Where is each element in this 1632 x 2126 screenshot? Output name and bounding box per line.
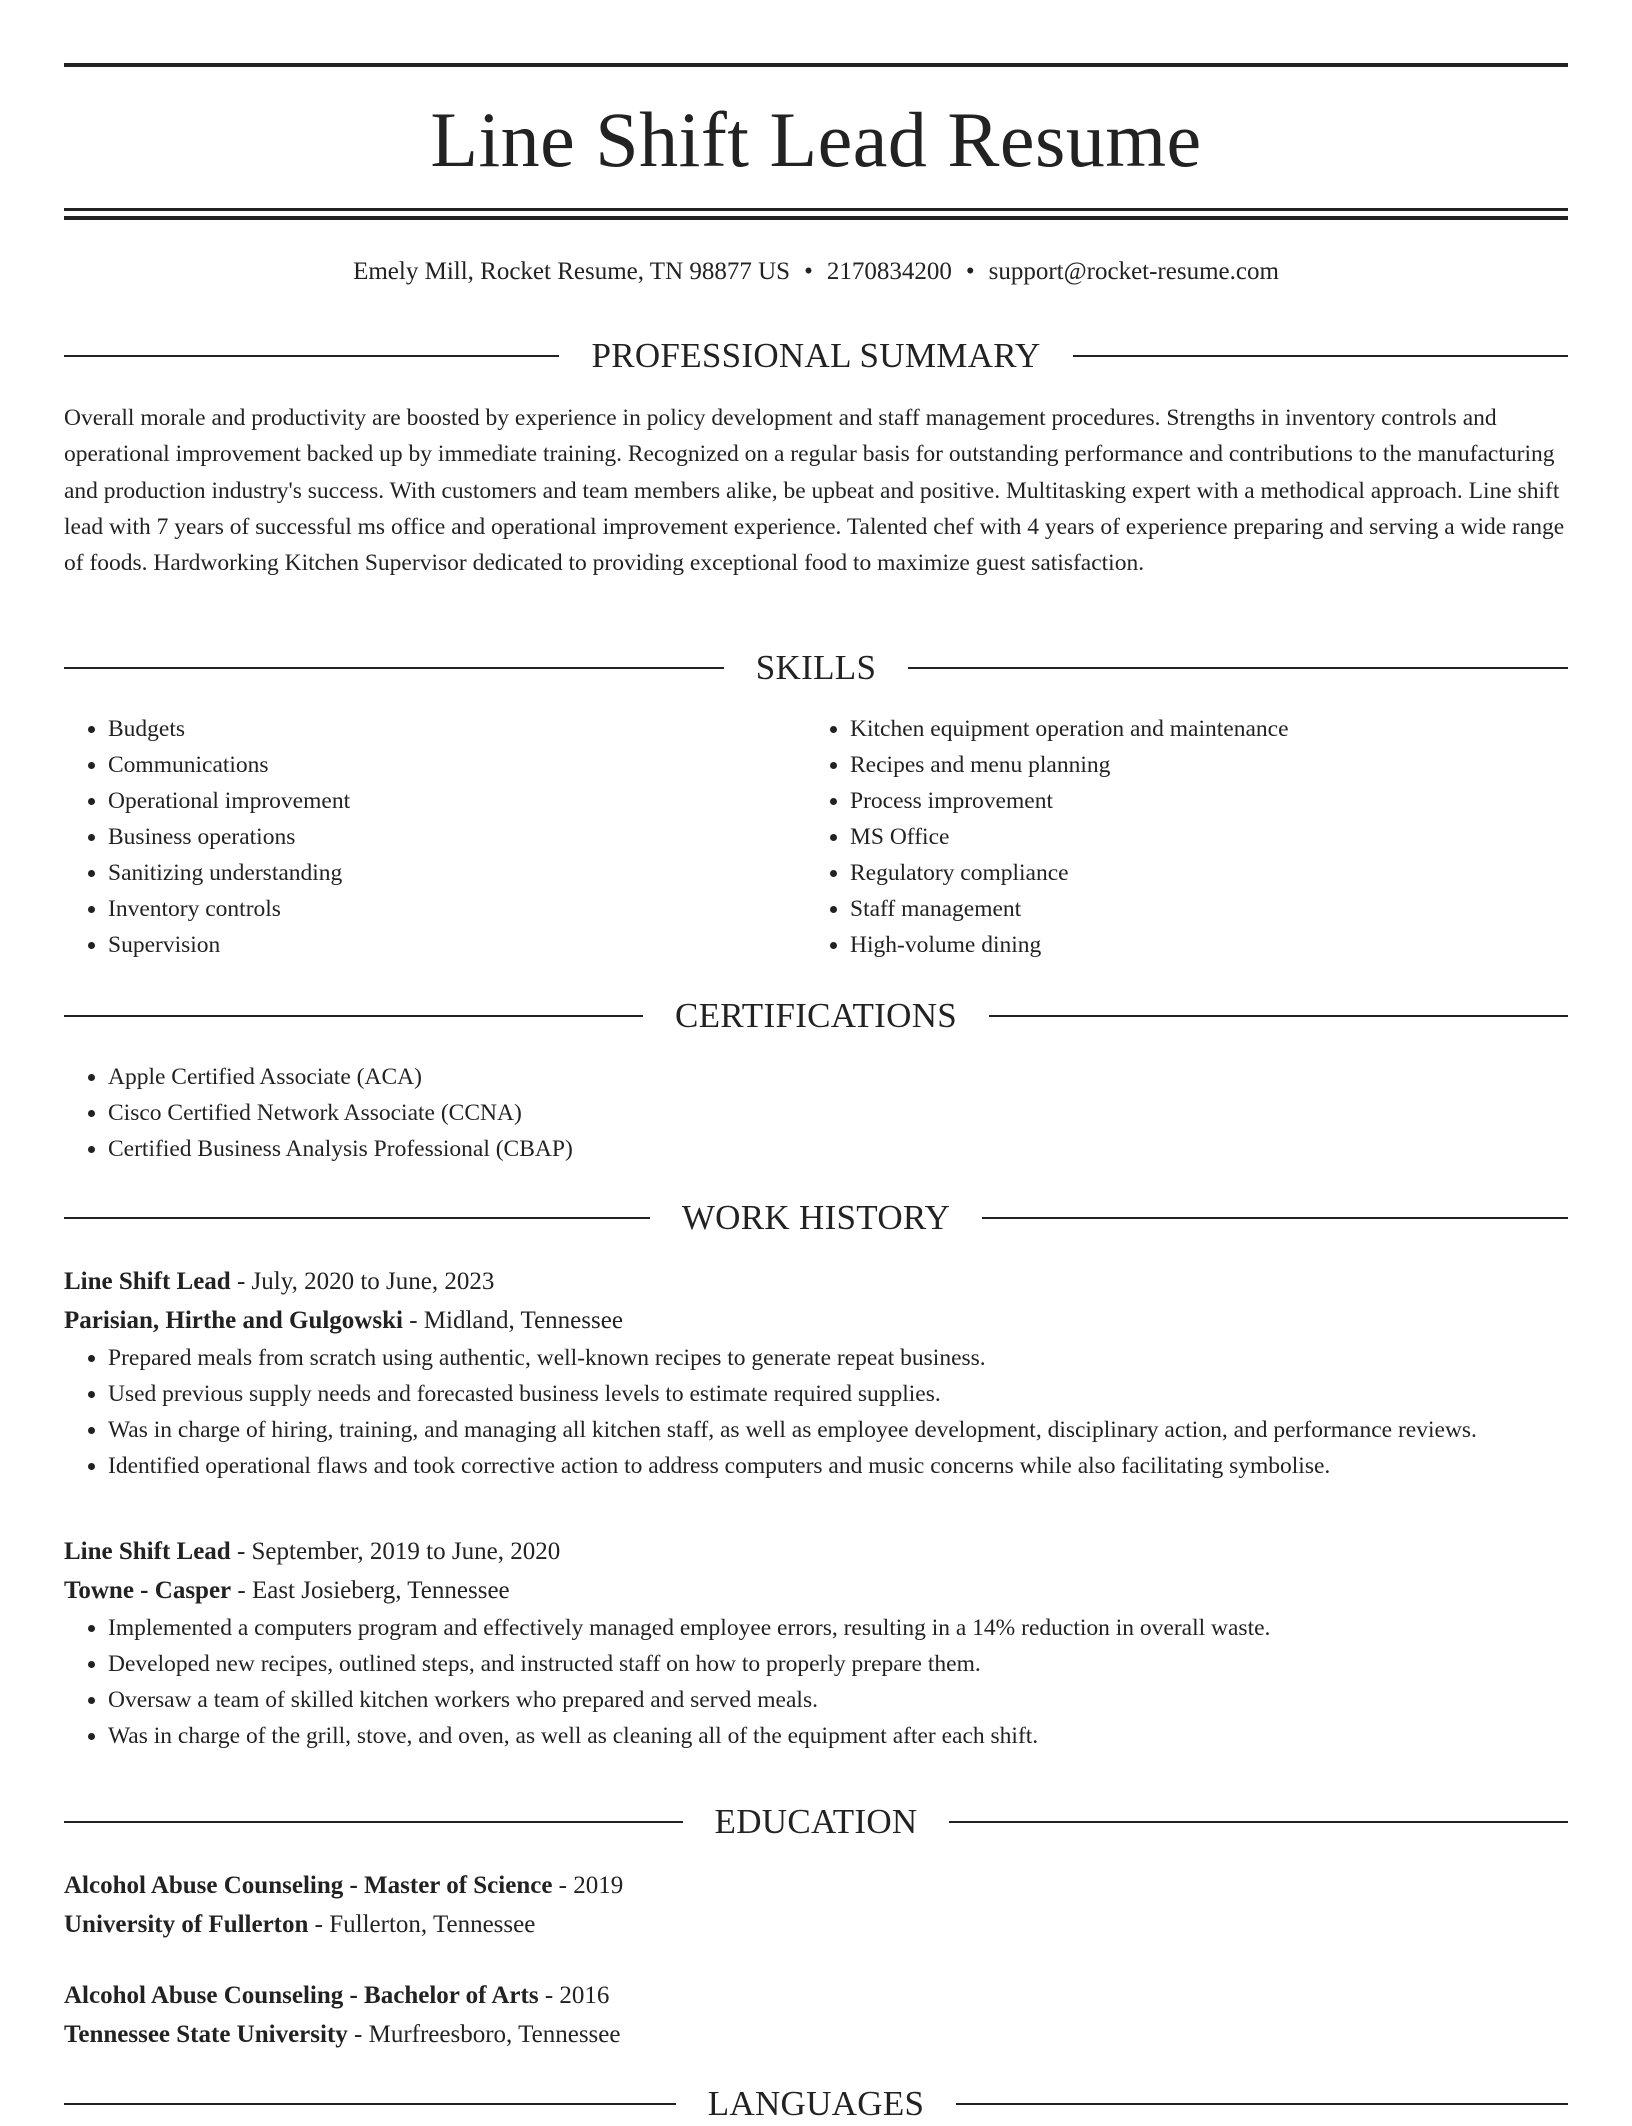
skill-item: • Recipes and menu planning <box>850 747 1568 783</box>
section-header-work-history <box>64 1196 1568 1240</box>
skills-column-left <box>64 711 804 963</box>
certification-item: • Apple Certified Associate (ACA) <box>108 1059 1568 1095</box>
job-title: Line Shift Lead <box>64 1538 231 1565</box>
job-company: Parisian, Hirthe and Gulgowski <box>64 1307 403 1334</box>
job-dates: - September, 2019 to June, 2020 <box>230 1538 561 1565</box>
skill-item: • Supervision <box>108 927 804 963</box>
section-rule <box>989 1015 1568 1017</box>
contact-phone: 2170834200 <box>826 258 952 285</box>
skill-item: • Process improvement <box>850 783 1568 819</box>
skill-item: • Sanitizing understanding <box>108 855 804 891</box>
section-header-skills <box>64 646 1568 690</box>
certifications-block <box>64 1059 1568 1167</box>
job-company: Towne - Casper <box>64 1577 232 1604</box>
education-school: University of Fullerton <box>64 1911 309 1938</box>
resume-title: Line Shift Lead Resume <box>430 96 1202 183</box>
job-title-line <box>64 1532 1568 1571</box>
education-school: Tennessee State University <box>64 2021 348 2048</box>
education-year: - 2016 <box>538 1982 610 2009</box>
job-entry <box>64 1532 1568 1754</box>
job-company-line <box>64 1301 1568 1340</box>
summary-text: Overall morale and productivity are boosted by experience in policy development and staff management procedures. Strengths in inventory controls and operational improvement backed up by immediate training. Recognized on a regular basis for outstanding performance and contributions to the manufacturing and production industry's success. With customers and team members alike, be upbeat and positive. Multitasking expert with a methodical approach. Line shift lead with 7 years of successful ms office and operational improvement experience. Talented chef with 4 years of experience preparing and serving a wide range of foods. Hardworking Kitchen Supervisor dedicated to providing exceptional food to maximize guest satisfaction. <box>64 405 1565 577</box>
education-entry <box>64 1976 1568 2054</box>
skills-list-left <box>64 711 804 963</box>
skill-item: • Regulatory compliance <box>850 855 1568 891</box>
contact-separator: • <box>965 258 975 285</box>
job-title: Line Shift Lead <box>64 1268 231 1295</box>
section-rule <box>982 1217 1568 1219</box>
skills-list-right <box>806 711 1568 963</box>
job-entry <box>64 1262 1568 1484</box>
education-entry <box>64 1866 1568 1944</box>
skill-item: • Inventory controls <box>108 891 804 927</box>
section-header-summary <box>64 334 1568 378</box>
skill-item: • Operational improvement <box>108 783 804 819</box>
contact-line <box>64 254 1568 290</box>
contact-email: support@rocket-resume.com <box>988 258 1279 285</box>
section-rule <box>64 1821 683 1823</box>
section-title: LANGUAGES <box>707 2084 925 2123</box>
section-header-languages <box>64 2082 1568 2126</box>
education-year: - 2019 <box>552 1872 624 1899</box>
contact-separator: • <box>804 258 813 285</box>
education-school-line <box>64 2015 1568 2054</box>
skill-item: • Kitchen equipment operation and maintenance <box>850 711 1568 747</box>
section-rule <box>956 2103 1568 2105</box>
skill-item: • Budgets <box>108 711 804 747</box>
skills-column-right <box>806 711 1568 963</box>
skill-item: • Business operations <box>108 819 804 855</box>
top-rule <box>64 63 1568 67</box>
job-dates: - July, 2020 to June, 2023 <box>230 1268 495 1295</box>
education-location: - Murfreesboro, Tennessee <box>347 2021 621 2048</box>
certifications-list <box>64 1059 1568 1167</box>
section-header-education <box>64 1800 1568 1844</box>
job-duties-list <box>64 1610 1568 1754</box>
section-title: PROFESSIONAL SUMMARY <box>591 336 1041 375</box>
education-location: - Fullerton, Tennessee <box>308 1911 536 1938</box>
job-duty-item: • Prepared meals from scratch using authentic, well-known recipes to generate repeat business. <box>108 1340 1568 1376</box>
skill-item: • MS Office <box>850 819 1568 855</box>
section-rule <box>64 355 559 357</box>
education-degree: Alcohol Abuse Counseling - Bachelor of Arts <box>64 1982 539 2009</box>
certification-item: • Cisco Certified Network Associate (CCNA) <box>108 1095 1568 1131</box>
section-title: SKILLS <box>755 648 877 687</box>
job-duty-item: • Oversaw a team of skilled kitchen workers who prepared and served meals. <box>108 1682 1568 1718</box>
job-duties-list <box>64 1340 1568 1484</box>
education-degree-line <box>64 1866 1568 1905</box>
section-title: WORK HISTORY <box>681 1198 951 1237</box>
section-header-certifications <box>64 994 1568 1038</box>
education-degree-line <box>64 1976 1568 2015</box>
certification-item: • Certified Business Analysis Professional (CBAP) <box>108 1131 1568 1167</box>
section-title: EDUCATION <box>714 1802 918 1841</box>
job-location: - East Josieberg, Tennessee <box>231 1577 510 1604</box>
job-company-line <box>64 1571 1568 1610</box>
section-rule <box>64 1217 650 1219</box>
skill-item: • Staff management <box>850 891 1568 927</box>
section-rule <box>64 667 724 669</box>
education-school-line <box>64 1905 1568 1944</box>
section-rule <box>1073 355 1568 357</box>
contact-address: Emely Mill, Rocket Resume, TN 98877 US <box>353 258 791 285</box>
job-duty-item: • Implemented a computers program and effectively managed employee errors, resulting in a 14% reduction in overall waste. <box>108 1610 1568 1646</box>
job-location: - Midland, Tennessee <box>402 1307 623 1334</box>
skill-item: • High-volume dining <box>850 927 1568 963</box>
section-rule <box>64 1015 643 1017</box>
title-double-rule <box>64 208 1568 220</box>
job-duty-item: • Identified operational flaws and took corrective action to address computers and music concerns while also facilitating symbolise. <box>108 1448 1568 1484</box>
job-duty-item: • Developed new recipes, outlined steps, and instructed staff on how to properly prepare them. <box>108 1646 1568 1682</box>
section-rule <box>64 2103 676 2105</box>
job-duty-item: • Was in charge of hiring, training, and managing all kitchen staff, as well as employee development, disciplinary action, and performance reviews. <box>108 1412 1568 1448</box>
job-duty-item: • Was in charge of the grill, stove, and oven, as well as cleaning all of the equipment after each shift. <box>108 1718 1568 1754</box>
section-rule <box>949 1821 1568 1823</box>
section-title: CERTIFICATIONS <box>674 996 958 1035</box>
education-degree: Alcohol Abuse Counseling - Master of Science <box>64 1872 553 1899</box>
job-title-line <box>64 1262 1568 1301</box>
section-rule <box>908 667 1568 669</box>
skill-item: • Communications <box>108 747 804 783</box>
job-duty-item: • Used previous supply needs and forecasted business levels to estimate required supplies. <box>108 1376 1568 1412</box>
